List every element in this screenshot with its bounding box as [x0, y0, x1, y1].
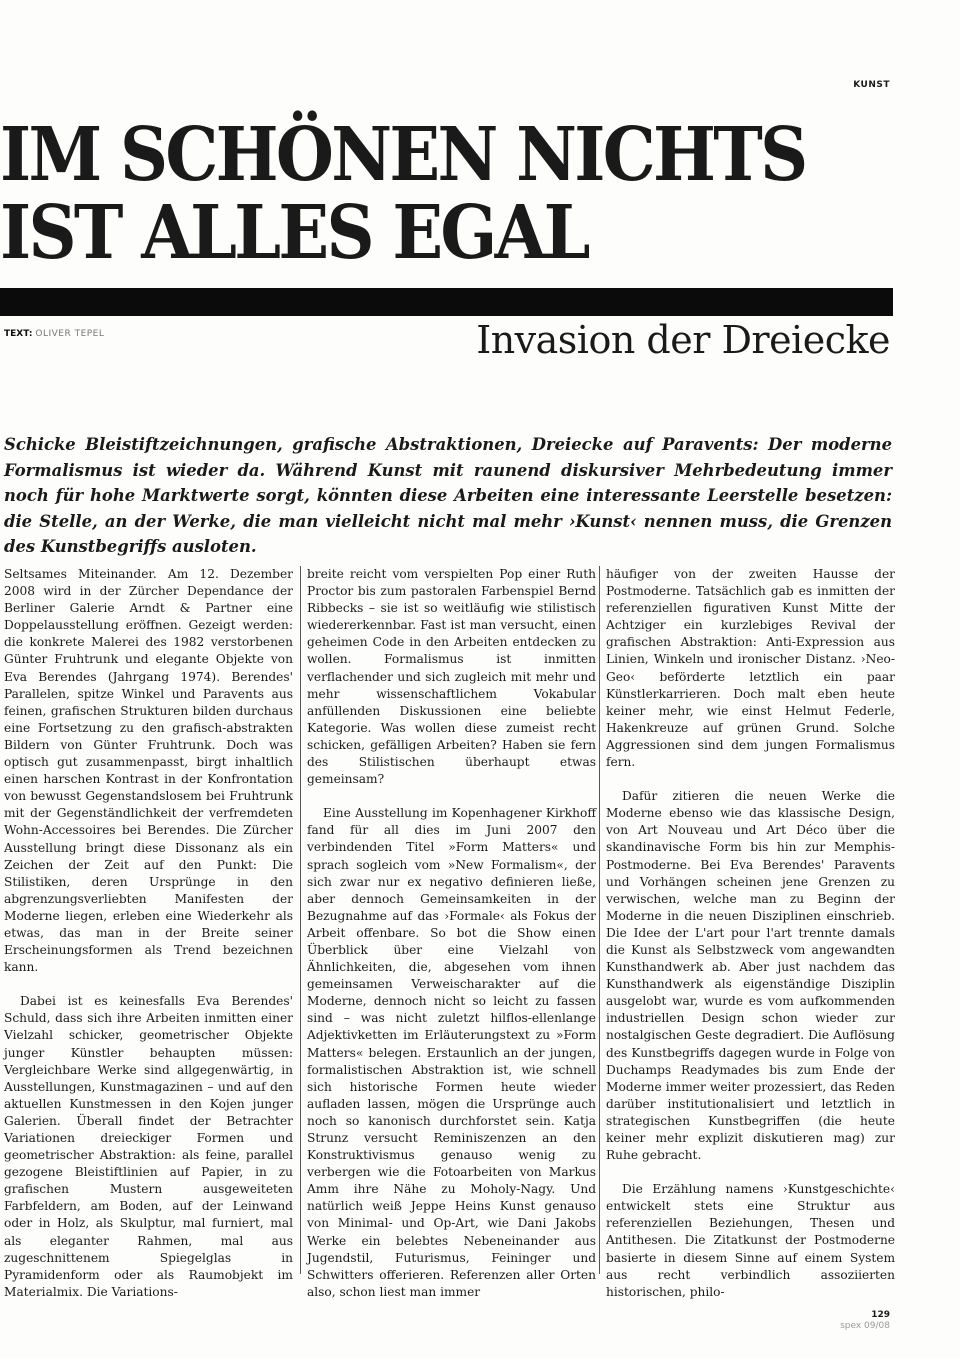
byline-author: OLIVER TEPEL [35, 329, 105, 339]
paragraph: Dabei ist es keinesfalls Eva Berendes' Schuld, dass sich ihre Arbeiten inmitten einer Vielzahl schicker, geometrischer Objekte junger Künstler behaupten müssen: Vergleichbare Werke sind allgegenwärtig, in Ausstellungen, Kunstmagazinen – und auf den aktuellen Kunstmessen in den Kojen junger Galerien. Überall findet der Betrachter Variationen dreieckiger Formen und geometrischer Abstraktion: als feine, parallel gezogene Bleistiftlinien auf Papier, in zu grafischen Mustern ausgeweiteten Farbfeldern, am Boden, auf der Leinwand oder in Holz, als Skulptur, mal furniert, mal als eleganter Rahmen, mal aus zugeschnittenem Spiegelglas in Pyramidenform oder als Raumobjekt im Materialmix. Die Variations- [4, 994, 293, 1299]
paragraph: Eine Ausstellung im Kopenhagener Kirkhoff fand für all dies im Juni 2007 den verbindenden Titel »Form Matters« und sprach sogleich vom »New Formalism«, der sich zwar nur ex negativo definieren ließe, aber dennoch Gemeinsamkeiten in der Bezugnahme auf das ›Formale‹ als Fokus der Arbeit offenbare. So bot die Show einen Überblick über eine Vielzahl von Ähnlichkeiten, die, abgesehen vom ihnen gemeinsamen Verweischarakter auf die Moderne, dennoch nicht so leicht zu fassen sind – was nicht zuletzt hilflos-ellenlange Adjektivketten im Erläuterungstext zu »Form Matters« belegen. Erstaunlich an der jungen, formalistischen Abstraktion ist, wie schnell sich historische Formen heute wieder aufladen lassen, mögen die Ursprünge auch noch so kanonisch durchforstet sein. Katja Strunz versucht Reminiszenzen an den Konstruktivismus genauso wenig zu verbergen wie die Fotoarbeiten von Markus Amm ihre Nähe zu Moholy-Nagy. Und natürlich weiß Jeppe Heins Kunst genauso von Minimal- und Op-Art, wie Dani Jakobs Werke ein belebtes Nebeneinander aus Jugendstil, Futurismus, Feininger und Schwitters offerieren. Referenzen aller Orten also, schon liest man immer [307, 806, 596, 1299]
page-number: 129 [871, 1310, 890, 1320]
folio [840, 1310, 890, 1332]
headline-line-1: IM SCHÖNEN NICHTS [0, 112, 806, 198]
paragraph: Dafür zitieren die neuen Werke die Moderne ebenso wie das klassische Design, von Art Nouveau und Art Déco über die skandinavische Form bis hin zur Memphis-Postmoderne. Bei Eva Berendes' Paravents und Vorhängen scheinen jene Grenzen zu verwischen, welche man zu Beginn der Moderne in die neuen Disziplinen einschrieb. Die Idee der L'art pour l'art trennte damals die Kunst als Selbstzweck vom angewandten Kunsthandwerk ab. Aber just nachdem das Kunsthandwerk als eigenständige Disziplin ausgelobt war, wurde es vom aufkommenden industriellen Design schon wieder zur nostalgischen Geste degradiert. Die Auflösung des Kunstbegriffs dagegen wurde in Folge von Duchamps Readymades bis zum Ende der Moderne immer weiter prozessiert, das Reden darüber institutionalisiert und letztlich in strategischen Kunstbegriffen (die heute keiner mehr explizit diskutieren mag) zur Ruhe gebracht. [606, 789, 895, 1163]
byline [4, 329, 104, 339]
magazine-issue: spex 09/08 [840, 1321, 890, 1331]
lead-paragraph: Schicke Bleistiftzeichnungen, grafische Abstraktionen, Dreiecke auf Paravents: Der moderne Formalismus ist wieder da. Während Kunst mit raunend diskursiver Mehrbedeutung immer noch für hohe Marktwerte sorgt, könnten diese Arbeiten eine interessante Leerstelle besetzen: die Stelle, an der Werke, die man vielleicht nicht mal mehr ›Kunst‹ nennen muss, die Grenzen des Kunstbegriffs ausloten. [4, 435, 892, 556]
paragraph: breite reicht vom verspielten Pop einer Ruth Proctor bis zum pastoralen Farbenspiel Bernd Ribbecks – sie ist so weitläufig wie stilistisch wiedererkennbar. Fast ist man versucht, einen geheimen Code in den Arbeiten entdecken zu wollen. Formalismus ist inmitten verflachender und sich zugleich mit mehr und mehr wissenschaftlichem Vokabular anfüllenden Diskussionen eine beliebte Kategorie. Was wollen diese zumeist recht schicken, gefälligen Arbeiten? Haben sie fern des Stilistischen überhaupt etwas gemeinsam? [307, 567, 596, 787]
paragraph: Seltsames Miteinander. Am 12. Dezember 2008 wird in der Zürcher Dependance der Berliner Galerie Arndt & Partner eine Doppelausstellung eröffnen. Gezeigt werden: die konkrete Malerei des 1982 verstorbenen Günter Fruhtrunk und elegante Objekte von Eva Berendes (Jahrgang 1974). Berendes' Parallelen, spitze Winkel und Paravents aus feinen, grafischen Strukturen bilden durchaus eine Fortsetzung zu den grafisch-abstrakten Bildern von Günter Fruhtrunk. Doch was optisch gut zusammenpasst, birgt inhaltlich einen harschen Kontrast in der Konfrontation von bewusst Gegenstandslosem bei Fruhtrunk mit der Gegenständlichkeit der verfremdeten Wohn-Accessoires bei Berendes. Die Zürcher Ausstellung bringt diese Dissonanz als ein Zeichen der Zeit auf den Punkt: Die Stilistiken, deren Ursprünge in den abgrenzungsverliebten Manifesten der Moderne liegen, erleben eine Wiederkehr als etwas, das man in der Breite seiner Erscheinungsformen als Trend bezeichnen kann. [4, 567, 293, 975]
headline [0, 112, 864, 276]
subtitle: Invasion der Dreiecke [476, 318, 890, 362]
byline-label: TEXT: [4, 329, 33, 339]
section-label: KUNST [853, 80, 890, 90]
paragraph: Die Erzählung namens ›Kunstgeschichte‹ entwickelt stets eine Struktur aus referenziellen Beziehungen, Thesen und Antithesen. Die Zitatkunst der Postmoderne basierte in diesem Sinne auf einem System aus recht verbindlich assoziierten historischen, philo- [606, 1182, 895, 1299]
column-3 [606, 566, 895, 1301]
column-1 [4, 566, 293, 1301]
column-2 [307, 566, 596, 1301]
paragraph: häufiger von der zweiten Hausse der Postmoderne. Tatsächlich gab es inmitten der referenziellen figurativen Kunst Mitte der Achtziger ein kurzlebiges Revival der grafischen Abstraktion: Anti-Expression aus Linien, Winkeln und ironischer Distanz. ›Neo-Geo‹ beförderte letztlich ein paar Künstlerkarrieren. Doch malt eben heute keiner mehr, wie einst Helmut Federle, Hakenkreuze auf grünen Grund. Solche Aggressionen sind dem jungen Formalismus fern. [606, 567, 895, 770]
headline-line-2: IST ALLES EGAL [0, 190, 588, 276]
headline-rule [0, 288, 893, 316]
article-body [4, 566, 895, 1299]
